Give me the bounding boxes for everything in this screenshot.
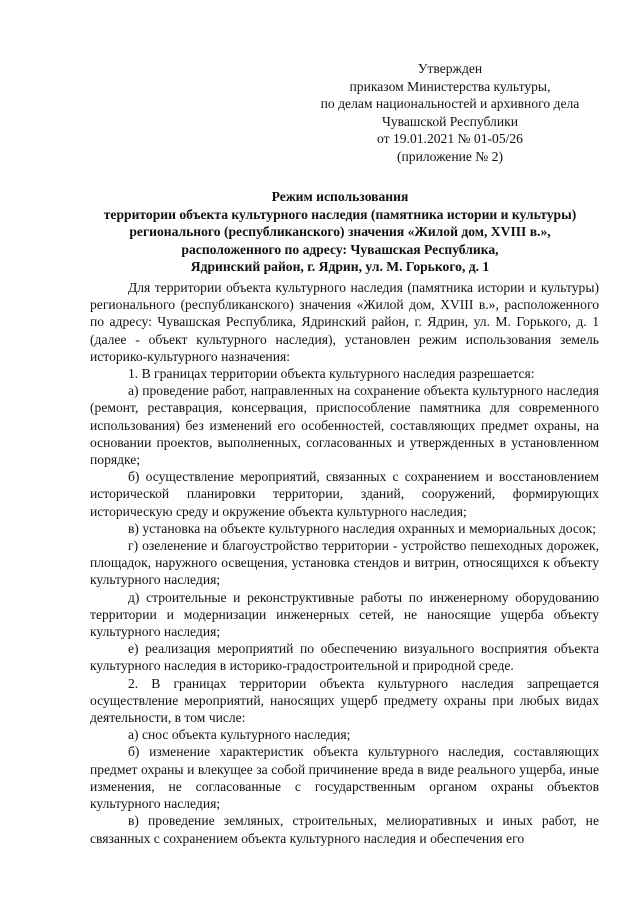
title-line: расположенного по адресу: Чувашская Республика, xyxy=(181,241,499,257)
list-item: б) осуществление мероприятий, связанных с сохранением и восстановлением исторической планировки территории, зданий, сооружений, формирующих историческую среду и окружение объекта культурного наследия; xyxy=(90,469,599,519)
title-line: Режим использования xyxy=(271,189,409,204)
document-body xyxy=(90,279,599,847)
section-heading: 1. В границах территории объекта культурного наследия разрешается: xyxy=(128,366,535,382)
list-item: б) изменение характеристик объекта культурного наследия, составляющих предмет охраны и влекущее за собой причинение вреда в виде реального ущерба, иные изменения, не согласованные с государственным органом охраны объектов культурного наследия; xyxy=(90,744,599,812)
list-item: в) проведение земляных, строительных, мелиоративных и иных работ, не связанных с сохранением объекта культурного наследия и обеспечения его xyxy=(90,813,599,846)
list-item: е) реализация мероприятий по обеспечению визуального восприятия объекта культурного наследия в историко-градостроительной и природной среде. xyxy=(90,641,599,674)
list-item: а) снос объекта культурного наследия; xyxy=(128,727,351,743)
title-line: территории объекта культурного наследия (памятника истории и культуры) xyxy=(103,206,577,222)
list-item: а) проведение работ, направленных на сохранение объекта культурного наследия (ремонт, реставрация, консервация, приспособление памятника для современного использования) без изменений его особенностей, составляющих предмет охраны, на основании проектов, выполненных, согласованных и утвержденных в установленном порядке; xyxy=(90,383,599,468)
approval-line: Чувашской Республики xyxy=(382,113,518,129)
approval-line: от 19.01.2021 № 01-05/26 xyxy=(377,131,523,146)
list-item: д) строительные и реконструктивные работы по инженерному оборудованию территории и модернизации инженерных сетей, не наносящие ущерба объекту культурного наследия; xyxy=(90,589,599,640)
approval-line: по делам национальностей и архивного дела xyxy=(320,96,580,111)
title-line: регионального (республиканского) значения «Жилой дом, XVIII в.», xyxy=(129,224,551,239)
approval-line: приказом Министерства культуры, xyxy=(349,78,551,94)
approval-line: (приложение № 2) xyxy=(396,148,504,164)
approval-line: Утвержден xyxy=(417,61,483,76)
document-title xyxy=(70,188,610,276)
list-item: в) установка на объекте культурного наследия охранных и мемориальных досок; xyxy=(128,520,597,536)
approval-block xyxy=(300,60,600,165)
intro-paragraph: Для территории объекта культурного наследия (памятника истории и культуры) регионального (республиканского) значения «Жилой дом, XVIII в.», расположенного по адресу: Чувашская Республика, Ядринский район, г. Ядрин, ул. М. Горького, д. 1 (далее - объект культурного наследия), установлен режим использования земель историко-культурного назначения: xyxy=(90,280,599,364)
list-item: г) озеленение и благоустройство территории - устройство пешеходных дорожек, площадок, наружного освещения, установка стендов и витрин, относящихся к объекту культурного наследия; xyxy=(90,538,599,588)
section-heading: 2. В границах территории объекта культурного наследия запрещается осуществление мероприятий, наносящих ущерб предмету охраны при любых видах деятельности, в том числе: xyxy=(90,675,599,726)
title-line: Ядринский район, г. Ядрин, ул. М. Горького, д. 1 xyxy=(190,259,490,274)
